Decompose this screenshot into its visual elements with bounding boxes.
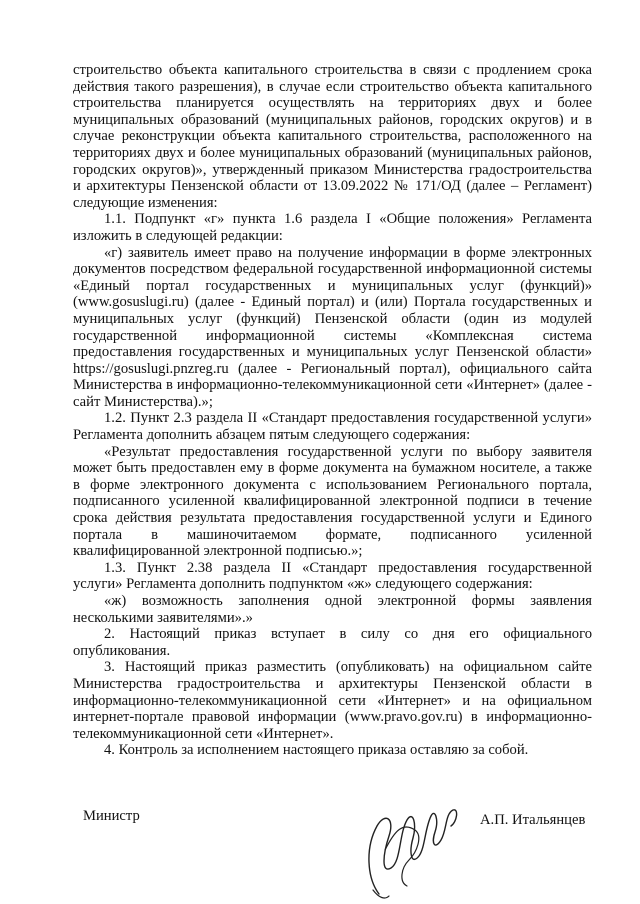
paragraph-item-1-3: 1.3. Пункт 2.38 раздела II «Стандарт предоставления государственной услуги» Регламента дополнить подпунктом «ж» следующего содержания: bbox=[73, 559, 592, 593]
paragraph-regulation-title: строительство объекта капитального строительства в связи с продлением срока действия такого разрешения), в случае если строительство объекта капитального строительства планируется осуществлять на территориях двух и более муниципальных образований (муниципальных районов, городских округов) и в случае реконструкции объекта капитального строительства, расположенного на территориях двух и более муниципальных образований (муниципальных районов, городских округов)», утвержденный приказом Министерства градостроительства и архитектуры Пензенской области от 13.09.2022 № 171/ОД (далее – Регламент) следующие изменения: bbox=[73, 62, 592, 211]
paragraph-item-3: 3. Настоящий приказ разместить (опубликовать) на официальном сайте Министерства градостроительства и архитектуры Пензенской области в информационно-телекоммуникационной сети «Интернет» и на официальном интернет-портале правовой информации (www.pravo.gov.ru) в информационно-телекоммуникационной сети «Интернет». bbox=[73, 659, 592, 742]
signer-name: А.П. Итальянцев bbox=[480, 812, 586, 828]
signer-title: Министр bbox=[83, 808, 140, 824]
paragraph-item-4: 4. Контроль за исполнением настоящего приказа оставляю за собой. bbox=[104, 742, 529, 759]
paragraph-item-2: 2. Настоящий приказ вступает в силу со дня его официального опубликования. bbox=[73, 626, 592, 659]
handwritten-signature-icon bbox=[355, 790, 465, 902]
paragraph-item-1-1-text: «г) заявитель имеет право на получение информации в форме электронных документов посредством федеральной государственной информационной системы «Единый портал государственных и муниципальных услуг (функций)» (www.gosuslugi.ru) (далее - Единый портал) и (или) Портала государственных и муниципальных услуг (функций) Пензенской области (один из модулей государственной информационной системы «Комплексная система предоставления государственных и муниципальных услуг Пензенской области» https://gosuslugi.pnzreg.ru (далее - Региональный портал), официального сайта Министерства в информационно-телекоммуникационной сети «Интернет» (далее - сайт Министерства).»; bbox=[73, 244, 592, 410]
paragraph-item-1-1: 1.1. Подпункт «г» пункта 1.6 раздела I «Общие положения» Регламента изложить в следующей редакции: bbox=[73, 211, 592, 244]
paragraph-item-1-2-text: «Результат предоставления государственной услуги по выбору заявителя может быть предоставлен ему в форме документа на бумажном носителе, а также в форме электронного документа с использованием Регионального портала, подписанного усиленной квалифицированной электронной подписи в течение срока действия результата предоставления государственной услуги и Единого портала в машиночитаемом формате, подписанного усиленной квалифицированной электронной подписью.»; bbox=[73, 443, 592, 560]
paragraph-item-1-3-text: «ж) возможность заполнения одной электронной формы заявления несколькими заявителями».» bbox=[73, 593, 592, 626]
document-body bbox=[73, 62, 592, 759]
paragraph-item-1-2: 1.2. Пункт 2.3 раздела II «Стандарт предоставления государственной услуги» Регламента дополнить абзацем пятым следующего содержания: bbox=[73, 410, 592, 444]
